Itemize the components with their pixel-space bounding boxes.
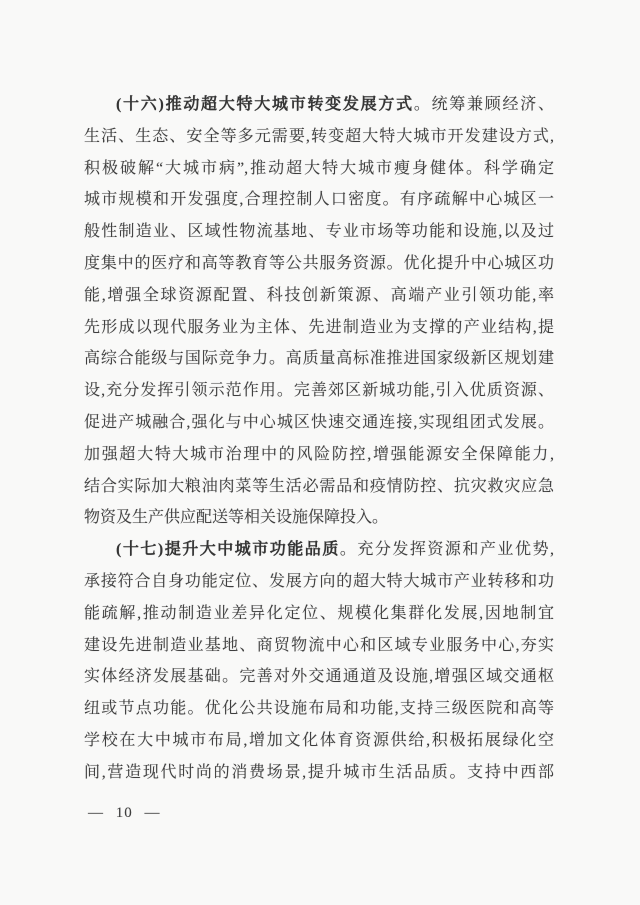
section-16-line-6 bbox=[84, 248, 554, 280]
body-text: 度集中的医疗和高等教育等公共服务资源。优化提升中心城区功 bbox=[84, 254, 554, 272]
body-text: 结合实际加大粮油肉菜等生活必需品和疫情防控、抗灾救灾应急 bbox=[84, 477, 554, 495]
section-16-line-10 bbox=[84, 375, 554, 407]
body-text: 承接符合自身功能定位、发展方向的超大特大城市产业转移和功 bbox=[84, 572, 554, 590]
body-text: 实体经济发展基础。完善对外交通通道及设施,增强区域交通枢 bbox=[84, 668, 554, 686]
body-text: 先形成以现代服务业为主体、先进制造业为支撑的产业结构,提 bbox=[84, 318, 554, 336]
section-17-line-7 bbox=[84, 725, 554, 757]
body-text: 物资及生产供应配送等相关设施保障投入。 bbox=[84, 509, 389, 527]
section-heading-text: (十六)推动超大特大城市转变发展方式 bbox=[116, 96, 414, 113]
section-16-line-3 bbox=[84, 153, 554, 185]
body-text: 设,充分发挥引领示范作用。完善郊区新城功能,引入优质资源、 bbox=[84, 382, 554, 400]
body-text: 能,增强全球资源配置、科技创新策源、高端产业引领功能,率 bbox=[84, 286, 554, 304]
body-text: 纽或节点功能。优化公共设施布局和功能,支持三级医院和高等 bbox=[84, 700, 554, 718]
section-17-line-6 bbox=[84, 693, 554, 725]
section-heading-text: (十七)提升大中城市功能品质 bbox=[116, 541, 340, 559]
section-16-line-14 bbox=[84, 502, 554, 534]
body-text: 促进产城融合,强化与中心城区快速交通连接,实现组团式发展。 bbox=[84, 413, 554, 431]
section-16-line-11 bbox=[84, 407, 554, 439]
body-text: 高综合能级与国际竞争力。高质量高标准推进国家级新区规划建 bbox=[84, 350, 554, 368]
section-16-line-4 bbox=[84, 184, 554, 216]
section-17-line-2 bbox=[84, 566, 554, 598]
section-16-line-9 bbox=[84, 343, 554, 375]
body-text: 般性制造业、区域性物流基地、专业市场等功能和设施,以及过 bbox=[84, 223, 554, 241]
body-text: 城市规模和开发强度,合理控制人口密度。有序疏解中心城区一 bbox=[84, 191, 554, 209]
body-text: 。统筹兼顾经济、 bbox=[413, 96, 554, 113]
section-17-line-5 bbox=[84, 661, 554, 693]
body-text: 积极破解“大城市病”,推动超大特大城市瘦身健体。科学确定 bbox=[84, 159, 554, 177]
body-text: 加强超大特大城市治理中的风险防控,增强能源安全保障能力, bbox=[84, 445, 554, 463]
section-17-line-1 bbox=[84, 534, 554, 566]
body-text: 间,营造现代时尚的消费场景,提升城市生活品质。支持中西部 bbox=[84, 763, 554, 781]
document-body bbox=[84, 89, 554, 789]
page-footer bbox=[88, 802, 161, 824]
section-16-line-12 bbox=[84, 439, 554, 471]
section-16-line-13 bbox=[84, 471, 554, 503]
section-17-line-3 bbox=[84, 598, 554, 630]
body-text: 能疏解,推动制造业差异化定位、规模化集群化发展,因地制宜 bbox=[84, 604, 554, 622]
section-16-line-1 bbox=[84, 89, 554, 121]
page-number: — 10 — bbox=[88, 805, 161, 821]
body-text: 建设先进制造业基地、商贸物流中心和区域专业服务中心,夯实 bbox=[84, 636, 554, 654]
body-text: 。充分发挥资源和产业优势, bbox=[339, 541, 554, 559]
section-17-line-4 bbox=[84, 630, 554, 662]
body-text: 生活、生态、安全等多元需要,转变超大特大城市开发建设方式, bbox=[84, 127, 554, 145]
section-16-line-5 bbox=[84, 216, 554, 248]
section-16-line-8 bbox=[84, 312, 554, 344]
section-16-line-2 bbox=[84, 121, 554, 153]
section-17-line-8 bbox=[84, 757, 554, 789]
body-text: 学校在大中城市布局,增加文化体育资源供给,积极拓展绿化空 bbox=[84, 731, 554, 749]
section-16-line-7 bbox=[84, 280, 554, 312]
